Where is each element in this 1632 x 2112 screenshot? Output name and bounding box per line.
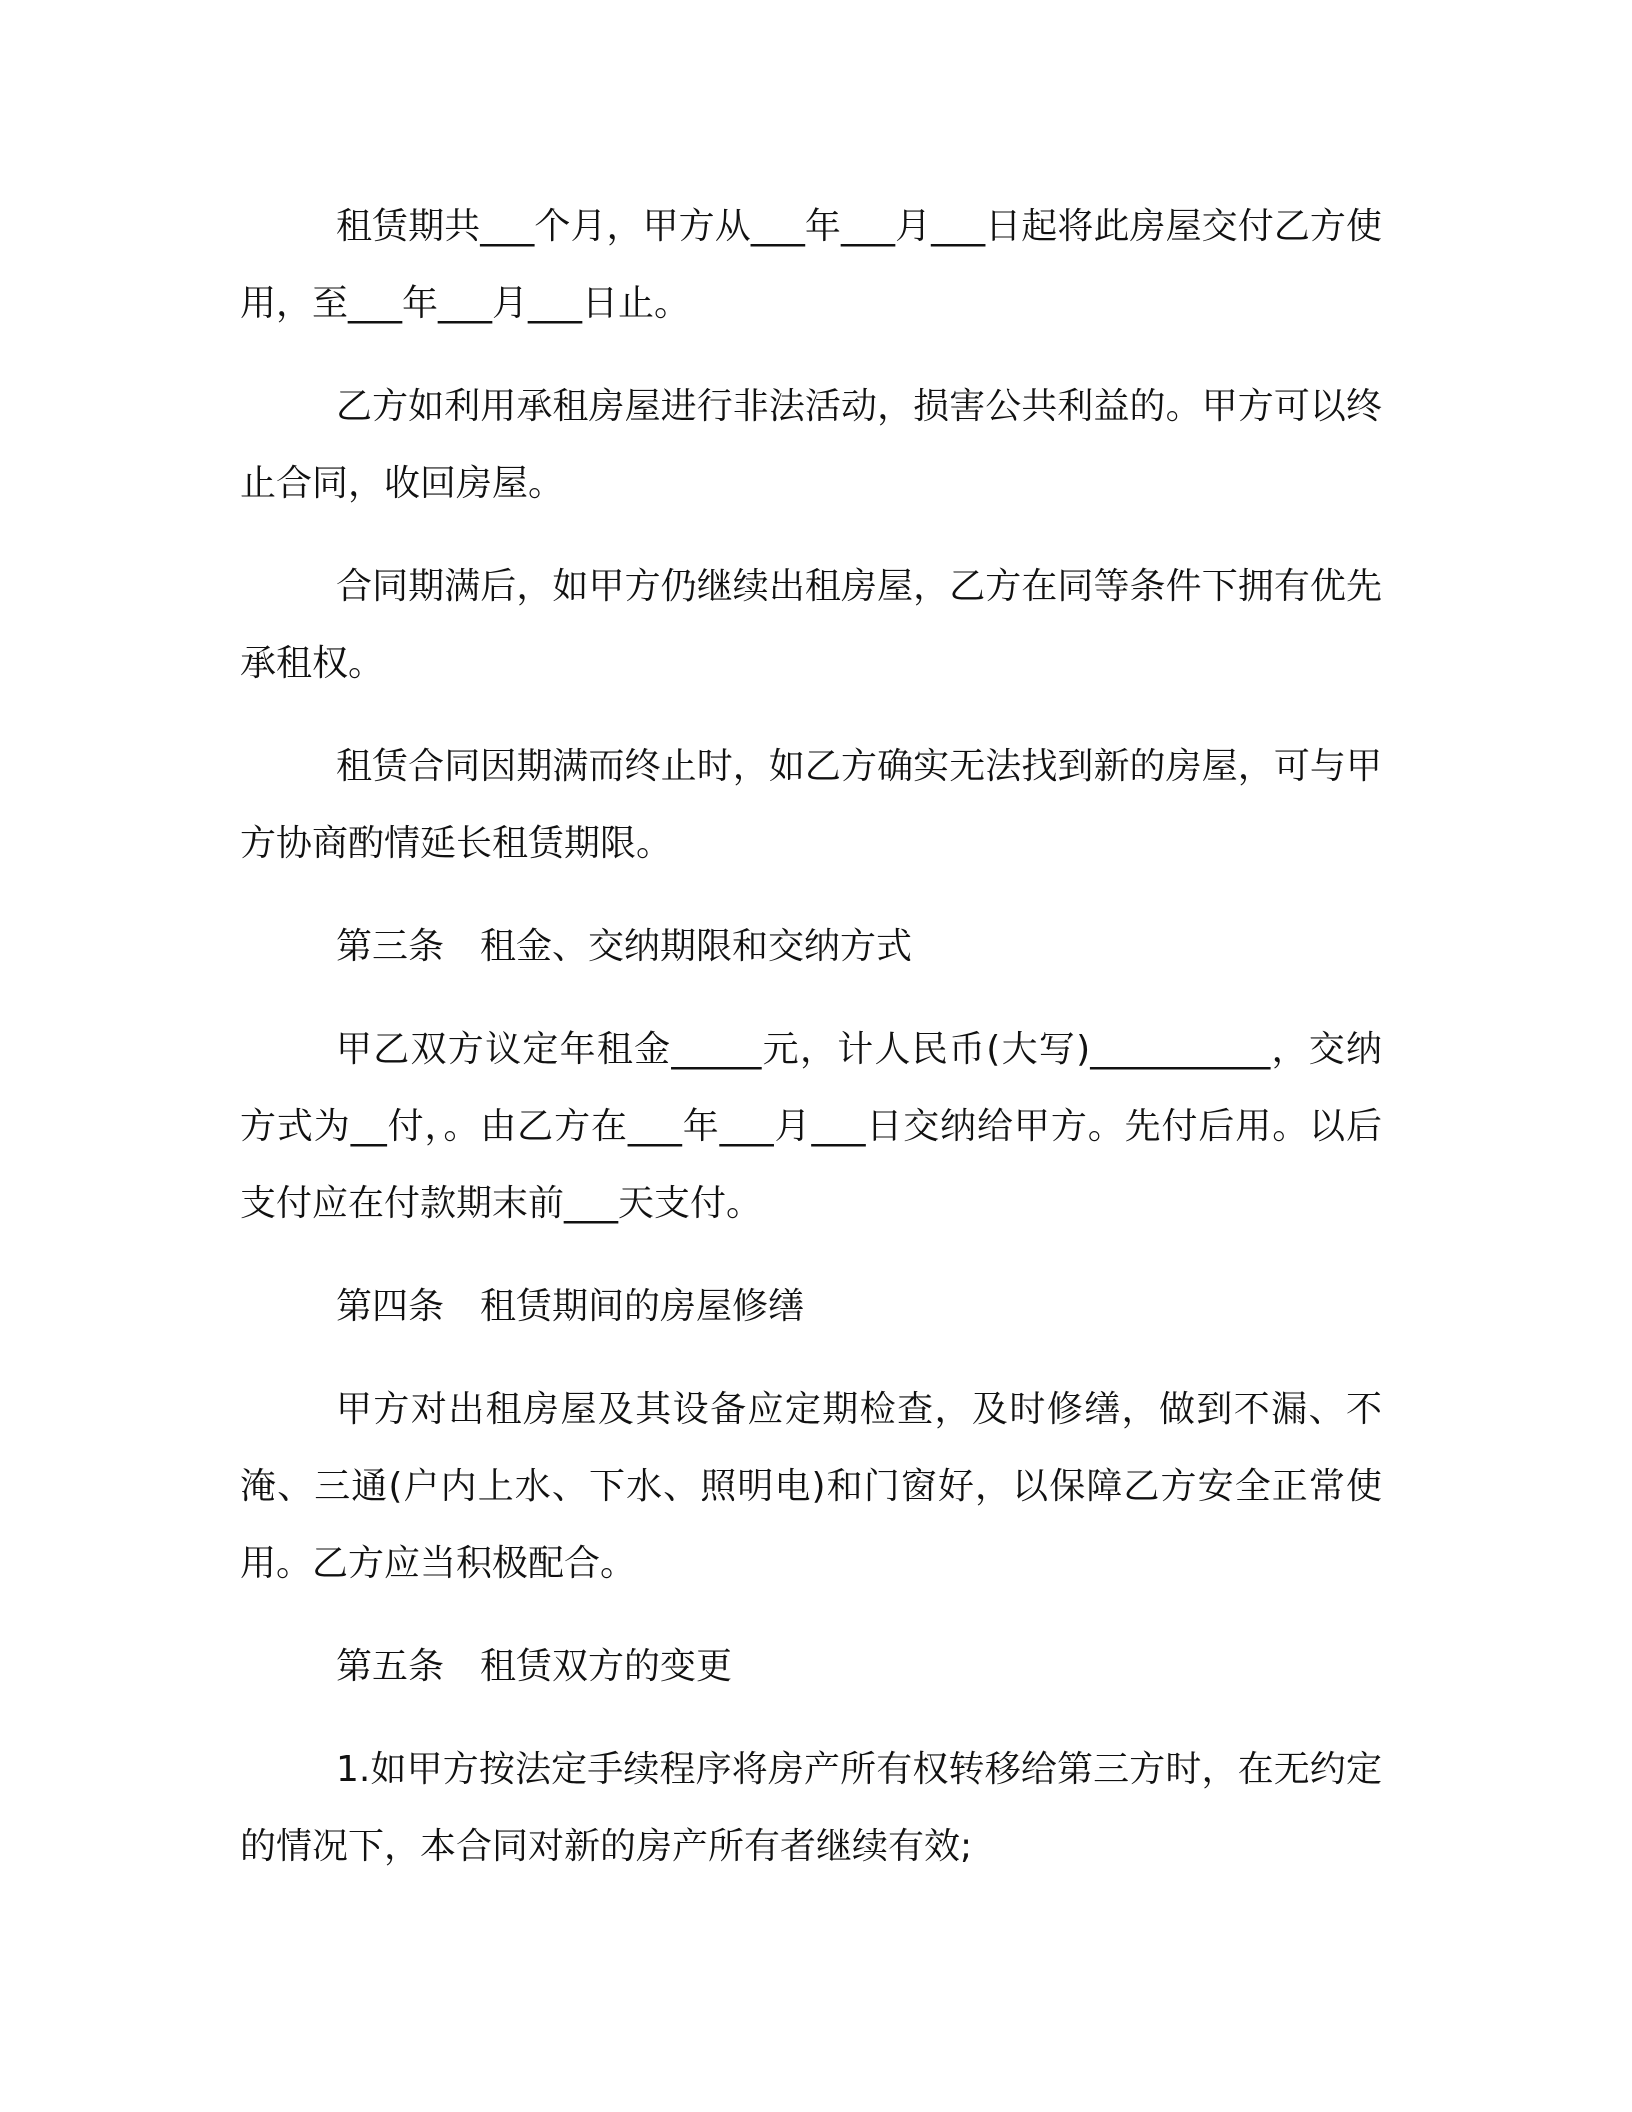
paragraph-illegal-activity: 乙方如利用承租房屋进行非法活动，损害公共利益的。甲方可以终止合同，收回房屋。: [240, 386, 1382, 504]
paragraph-repairs: 甲方对出租房屋及其设备应定期检查，及时修缮，做到不漏、不淹、三通(户内上水、下水、照明电)和门窗好，以保障乙方安全正常使用。乙方应当积极配合。: [240, 1389, 1382, 1584]
paragraph-lease-term: 租赁期共___个月，甲方从___年___月___日起将此房屋交付乙方使用，至___年___月___日止。: [240, 206, 1382, 324]
document-body: [240, 188, 1382, 1885]
paragraph-ownership-transfer: 1.如甲方按法定手续程序将房产所有权转移给第三方时，在无约定的情况下，本合同对新的房产所有者继续有效;: [240, 1749, 1382, 1867]
article-3-heading: 第三条 租金、交纳期限和交纳方式: [336, 926, 913, 967]
paragraph-rent-payment: 甲乙双方议定年租金_____元，计人民币(大写)__________，交纳方式为__付，。由乙方在___年___月___日交纳给甲方。先付后用。以后支付应在付款期末前___天支付。: [240, 1029, 1382, 1224]
paragraph-renewal-priority: 合同期满后，如甲方仍继续出租房屋，乙方在同等条件下拥有优先承租权。: [240, 566, 1382, 684]
paragraph-extension: 租赁合同因期满而终止时，如乙方确实无法找到新的房屋，可与甲方协商酌情延长租赁期限。: [240, 746, 1382, 864]
article-5-heading: 第五条 租赁双方的变更: [336, 1646, 733, 1687]
article-4-heading: 第四条 租赁期间的房屋修缮: [336, 1286, 805, 1327]
